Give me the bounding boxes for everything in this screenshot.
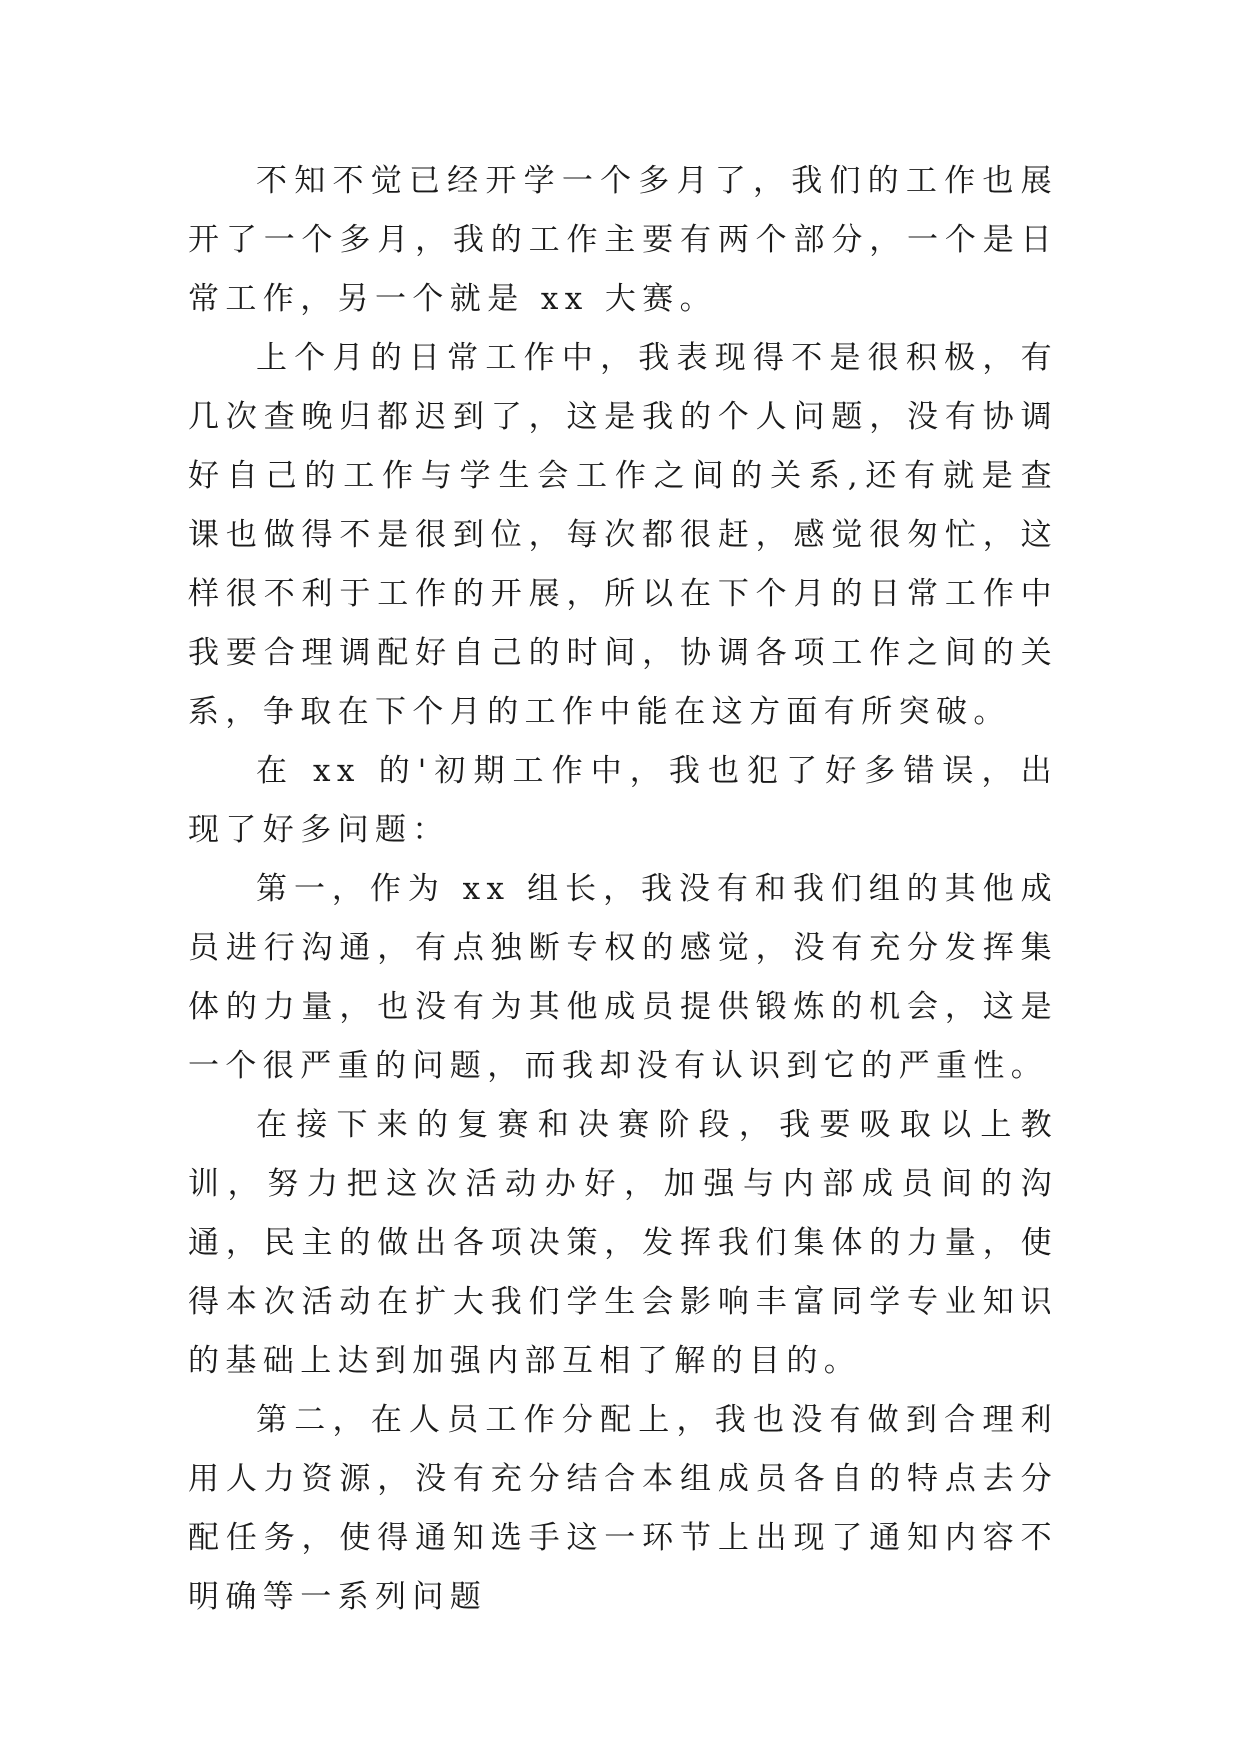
paragraph: 第二，在人员工作分配上，我也没有做到合理利用人力资源，没有充分结合本组成员各自的特点去分配任务，使得通知选手这一环节上出现了通知内容不明确等一系列问题 xyxy=(188,1402,1058,1615)
paragraph: 上个月的日常工作中，我表现得不是很积极，有几次查晚归都迟到了，这是我的个人问题，没有协调好自己的工作与学生会工作之间的关系,还有就是查课也做得不是很到位，每次都很赶，感觉很匆忙，这样很不利于工作的开展，所以在下个月的日常工作中我要合理调配好自己的时间，协调各项工作之间的关系，争取在下个月的工作中能在这方面有所突破。 xyxy=(188,340,1058,730)
paragraph: 在 xx 的'初期工作中，我也犯了好多错误，出现了好多问题： xyxy=(188,753,1058,848)
paragraph: 第一，作为 xx 组长，我没有和我们组的其他成员进行沟通，有点独断专权的感觉，没有充分发挥集体的力量，也没有为其他成员提供锻炼的机会，这是一个很严重的问题，而我却没有认识到它的严重性。 xyxy=(188,871,1058,1084)
document-body xyxy=(188,152,1058,1627)
paragraph: 不知不觉已经开学一个多月了，我们的工作也展开了一个多月，我的工作主要有两个部分，一个是日常工作，另一个就是 xx 大赛。 xyxy=(188,163,1058,317)
paragraph: 在接下来的复赛和决赛阶段，我要吸取以上教训，努力把这次活动办好，加强与内部成员间的沟通，民主的做出各项决策，发挥我们集体的力量，使得本次活动在扩大我们学生会影响丰富同学专业知识的基础上达到加强内部互相了解的目的。 xyxy=(188,1107,1058,1379)
